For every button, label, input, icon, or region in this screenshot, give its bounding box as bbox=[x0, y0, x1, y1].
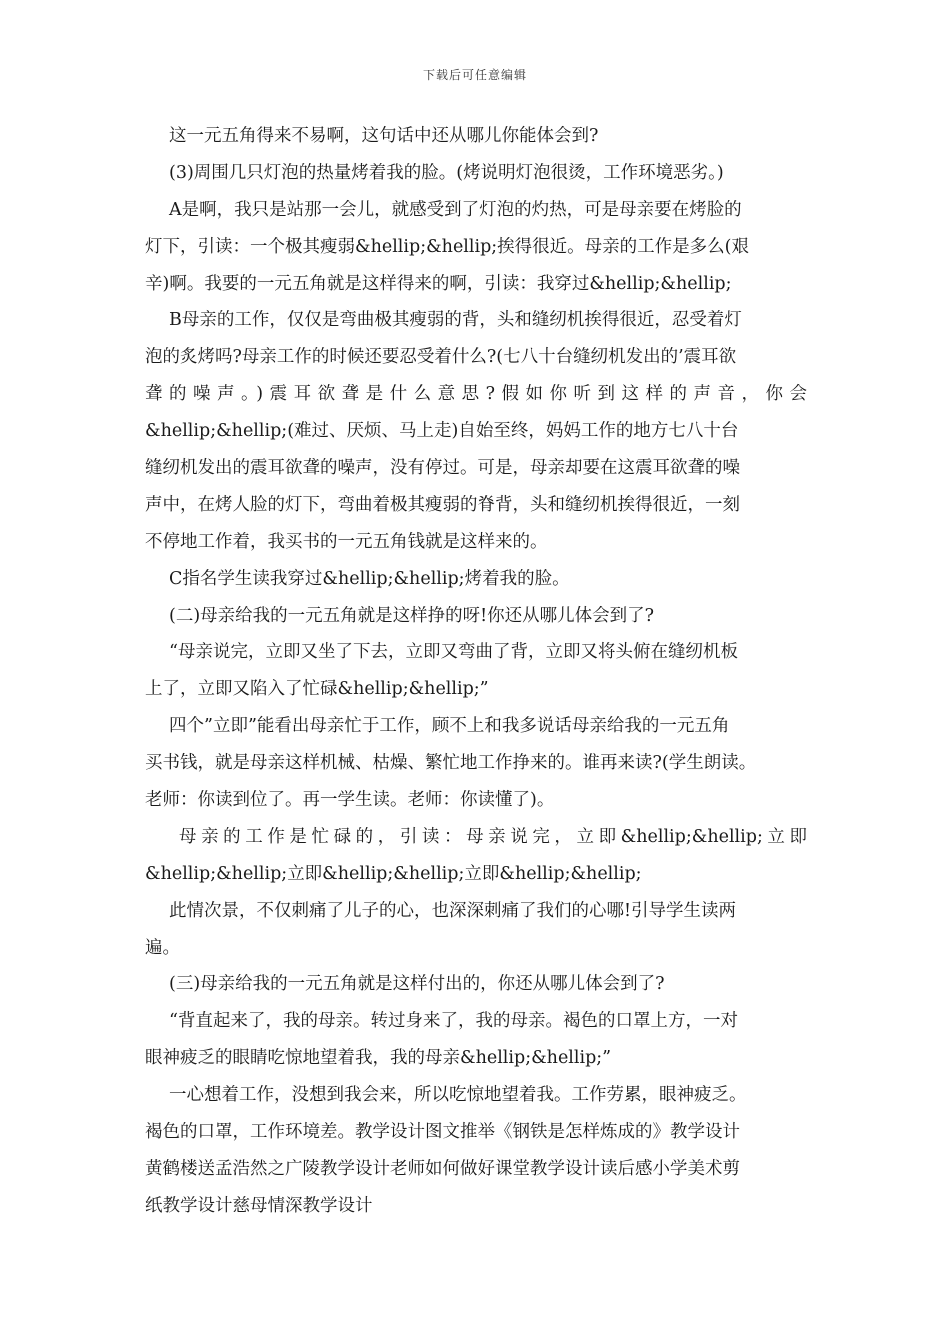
text-line: 这一元五角得来不易啊，这句话中还从哪儿你能体会到? bbox=[169, 126, 599, 146]
page-header: 下载后可任意编辑 bbox=[422, 68, 527, 82]
text-line: A是啊，我只是站那一会儿，就感受到了灯泡的灼热，可是母亲要在烤脸的 bbox=[169, 199, 742, 220]
text-line: 辛)啊。我要的一元五角就是这样得来的啊，引读：我穿过&hellip;&hellip; bbox=[145, 273, 732, 294]
text-line: 上了，立即又陷入了忙碌&hellip;&hellip;” bbox=[145, 679, 489, 700]
text-line: 四个”立即”能看出母亲忙于工作，顾不上和我多说话母亲给我的一元五角 bbox=[169, 716, 730, 737]
text-line: 泡的炙烤吗?母亲工作的时候还要忍受着什么?(七八十台缝纫机发出的’震耳欲 bbox=[145, 347, 737, 368]
text-line: C指名学生读我穿过&hellip;&hellip;烤着我的脸。 bbox=[169, 568, 570, 589]
text-line: (三)母亲给我的一元五角就是这样付出的，你还从哪儿体会到了? bbox=[169, 974, 665, 995]
text-line: “背直起来了，我的母亲。转过身来了，我的母亲。褐色的口罩上方，一对 bbox=[169, 1011, 738, 1032]
text-line: 纸教学设计慈母情深教学设计 bbox=[145, 1195, 373, 1216]
document-body bbox=[145, 118, 807, 1225]
text-line: 母亲的工作是忙碌的，引读：母亲说完，立即&hellip;&hellip;立即 bbox=[179, 826, 807, 847]
text-line: 买书钱，就是母亲这样机械、枯燥、繁忙地工作挣来的。谁再来读?(学生朗读。 bbox=[145, 753, 757, 774]
text-line: (3)周围几只灯泡的热量烤着我的脸。(烤说明灯泡很烫，工作环境恶劣。) bbox=[169, 162, 724, 183]
text-line: &hellip;&hellip;立即&hellip;&hellip;立即&hellip;&hellip; bbox=[145, 863, 642, 884]
text-line: 遍。 bbox=[145, 937, 180, 958]
text-line: 黄鹤楼送孟浩然之广陵教学设计老师如何做好课堂教学设计读后感小学美术剪 bbox=[145, 1158, 740, 1179]
text-line: (二)母亲给我的一元五角就是这样挣的呀!你还从哪儿体会到了? bbox=[169, 605, 655, 626]
text-line: 缝纫机发出的震耳欲聋的噪声，没有停过。可是，母亲却要在这震耳欲聋的噪 bbox=[145, 458, 740, 479]
text-line: B母亲的工作，仅仅是弯曲极其瘦弱的背，头和缝纫机挨得很近，忍受着灯 bbox=[169, 310, 742, 331]
text-line: &hellip;&hellip;(难过、厌烦、马上走)自始至终，妈妈工作的地方七八十台 bbox=[145, 421, 739, 442]
text-line: 灯下，引读：一个极其瘦弱&hellip;&hellip;挨得很近。母亲的工作是多么(艰 bbox=[145, 236, 750, 257]
text-line: 老师：你读到位了。再一学生读。老师：你读懂了)。 bbox=[145, 790, 555, 811]
text-line: “母亲说完，立即又坐了下去，立即又弯曲了背，立即又将头俯在缝纫机板 bbox=[169, 642, 738, 663]
text-line: 声中，在烤人脸的灯下，弯曲着极其瘦弱的脊背，头和缝纫机挨得很近，一刻 bbox=[145, 494, 740, 515]
text-line: 一心想着工作，没想到我会来，所以吃惊地望着我。工作劳累，眼神疲乏。 bbox=[169, 1085, 747, 1106]
text-line: 聋的噪声。)震耳欲聋是什么意思?假如你听到这样的声音，你会 bbox=[145, 384, 807, 405]
text-line: 眼神疲乏的眼睛吃惊地望着我，我的母亲&hellip;&hellip;” bbox=[145, 1048, 612, 1069]
text-line: 此情次景，不仅刺痛了儿子的心，也深深刺痛了我们的心哪!引导学生读两 bbox=[169, 900, 737, 921]
text-line: 不停地工作着，我买书的一元五角钱就是这样来的。 bbox=[145, 531, 548, 552]
text-line: 褐色的口罩，工作环境差。教学设计图文推举《钢铁是怎样炼成的》教学设计 bbox=[145, 1122, 740, 1143]
